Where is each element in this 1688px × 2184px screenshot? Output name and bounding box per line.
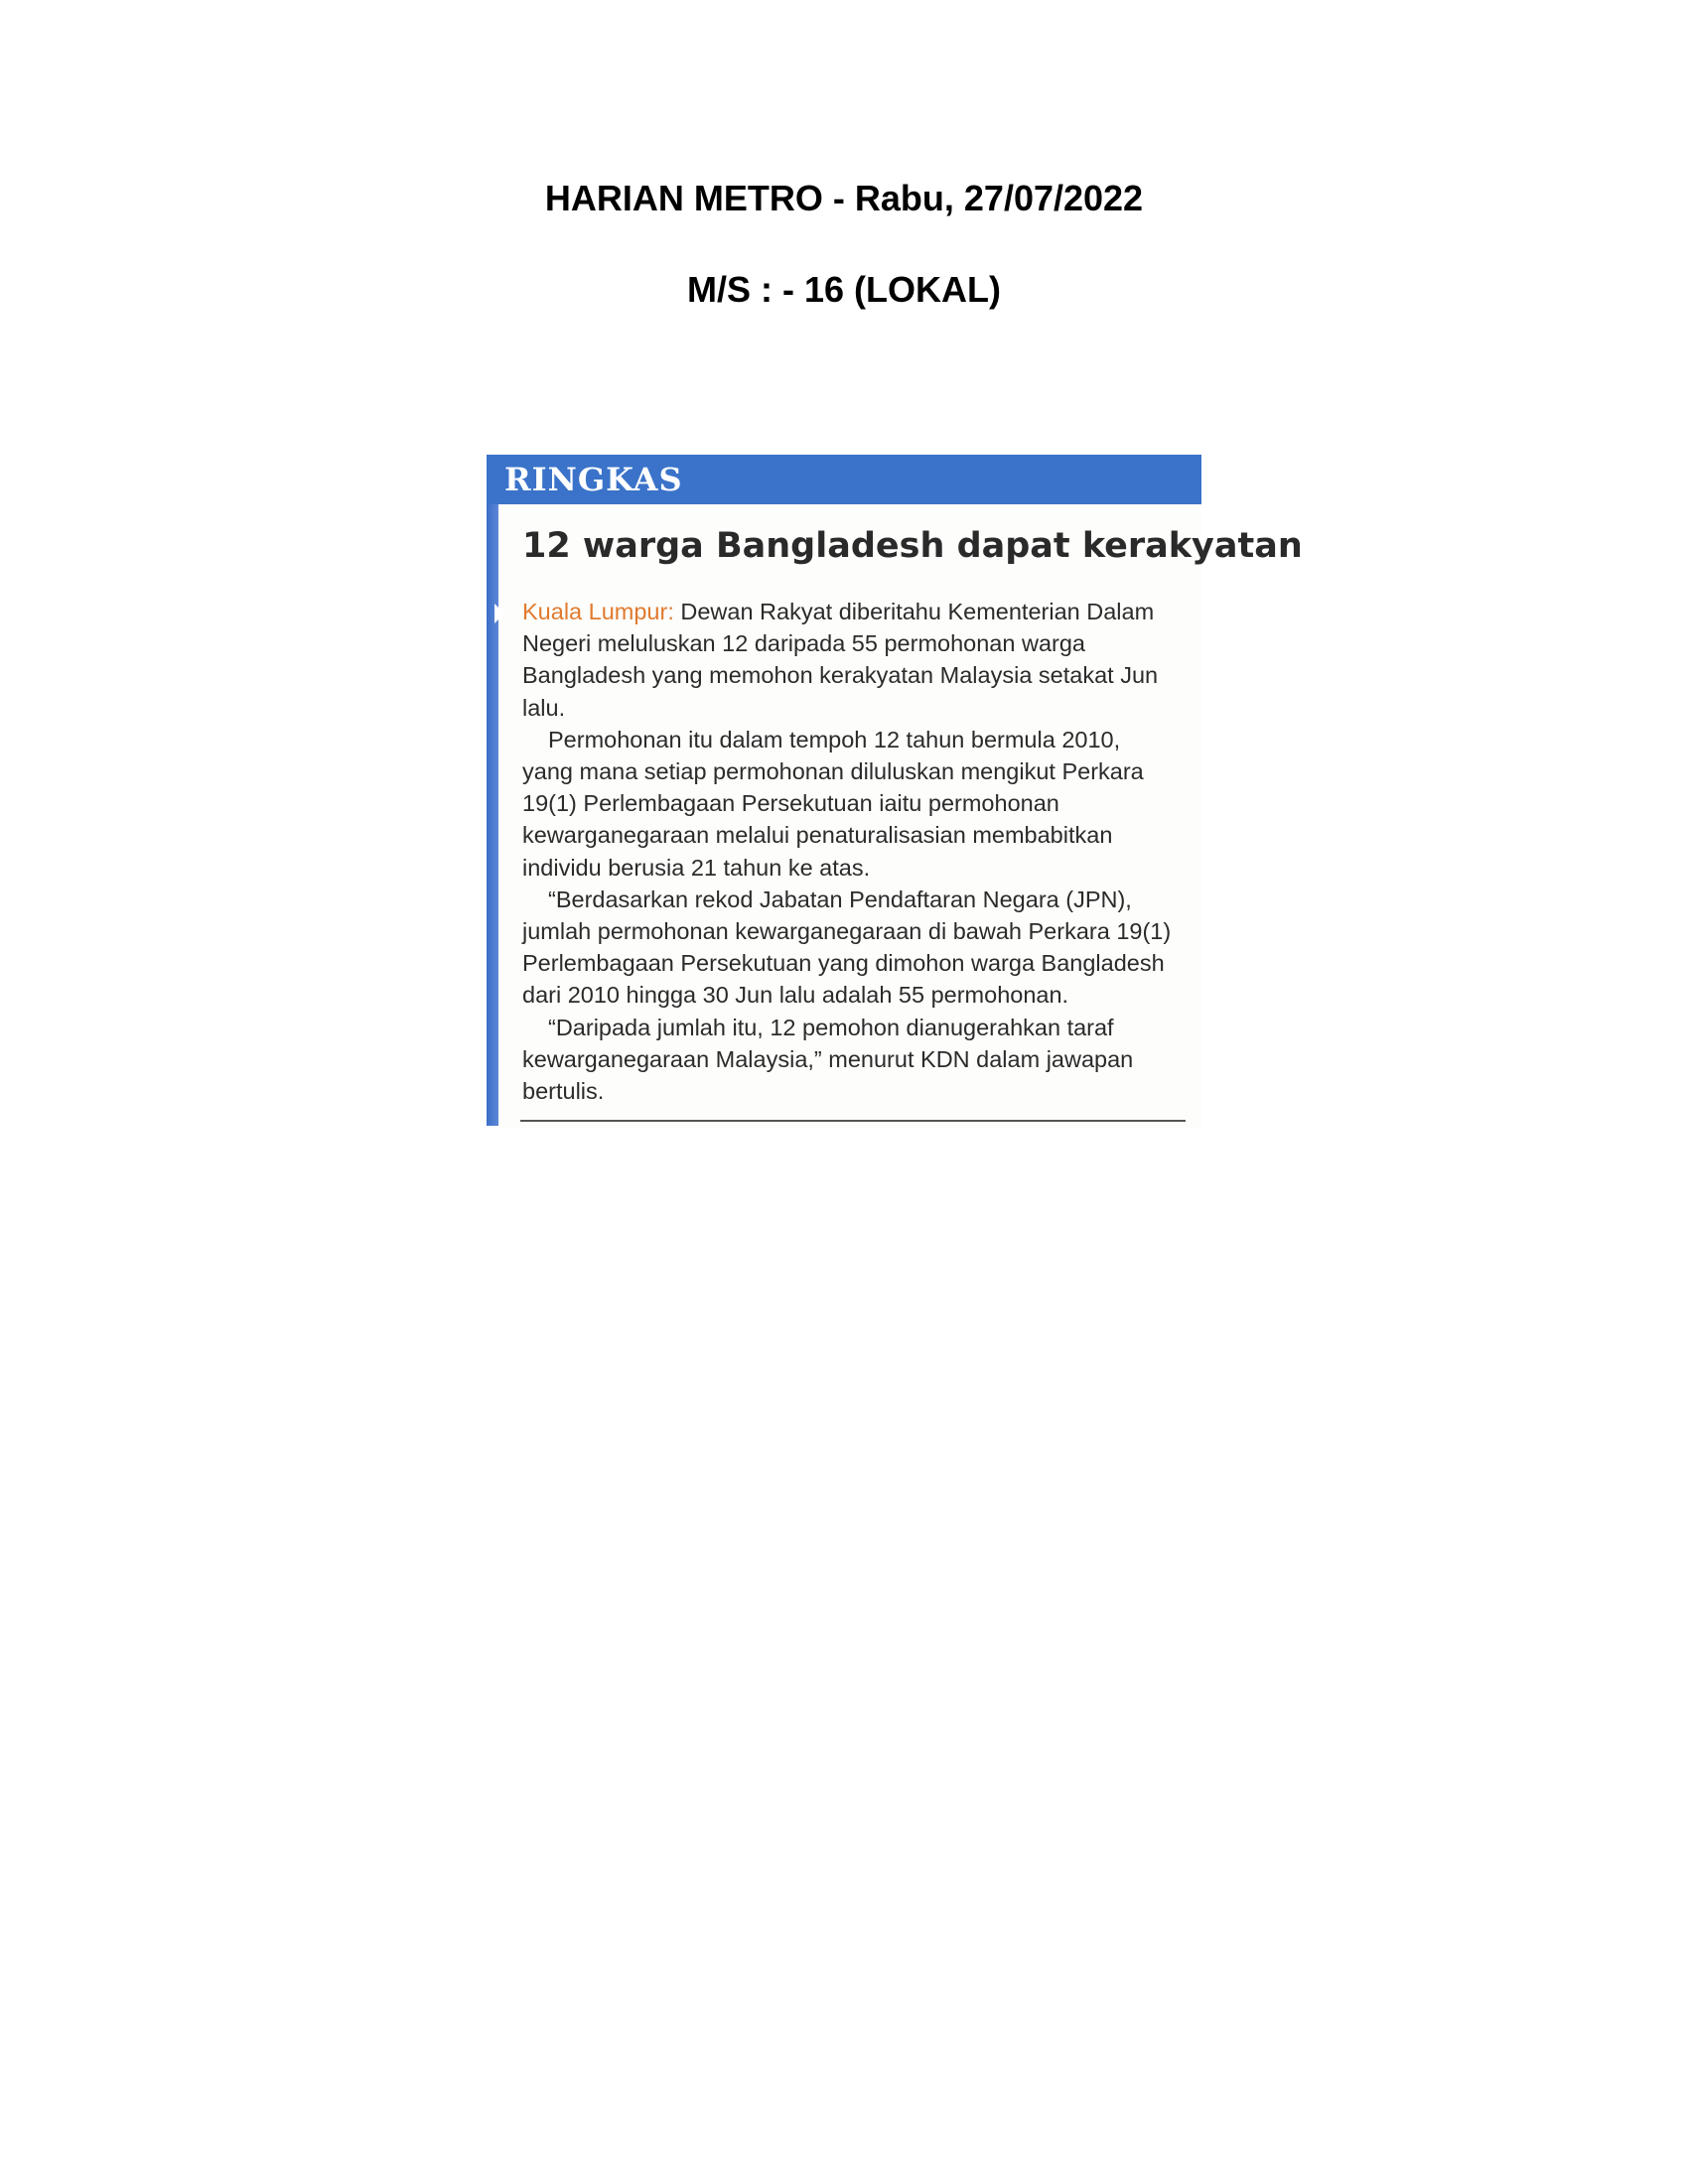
article-line	[522, 596, 1190, 627]
article-line: 19(1) Perlembagaan Persekutuan iaitu permohonan	[522, 790, 1059, 817]
bar-notch	[494, 604, 504, 623]
article-line: individu berusia 21 tahun ke atas.	[522, 854, 871, 881]
article-line: Perlembagaan Persekutuan yang dimohon warga Bangladesh	[522, 950, 1165, 977]
section-banner	[487, 455, 1201, 504]
article-line: bertulis.	[522, 1078, 605, 1105]
document-source-line: HARIAN METRO - Rabu, 27/07/2022	[544, 178, 1144, 218]
section-title: RINGKAS	[504, 461, 683, 498]
page-section-line: M/S : - 16 (LOKAL)	[687, 269, 1001, 310]
article-line: “Berdasarkan rekod Jabatan Pendaftaran Negara (JPN),	[548, 886, 1132, 912]
article-body	[522, 596, 1190, 1107]
news-clipping	[487, 455, 1303, 1128]
article-line: lalu.	[522, 694, 566, 721]
article-line: kewarganegaraan melalui penaturalisasian membabitkan	[522, 822, 1113, 849]
article-line: Negeri meluluskan 12 daripada 55 permohonan warga	[522, 630, 1085, 657]
article-dateline: Kuala Lumpur:	[522, 599, 674, 624]
article-headline: 12 warga Bangladesh dapat kerakyatan	[522, 526, 1303, 566]
article-line: jumlah permohonan kewarganegaraan di bawah Perkara 19(1)	[522, 918, 1172, 945]
article-line: Permohonan itu dalam tempoh 12 tahun bermula 2010,	[548, 726, 1121, 752]
article-line: yang mana setiap permohonan diluluskan mengikut Perkara	[522, 758, 1144, 785]
article-line: “Daripada jumlah itu, 12 pemohon dianugerahkan taraf	[548, 1014, 1114, 1040]
clipping-side-bar	[487, 504, 498, 1126]
article-line: dari 2010 hingga 30 Jun lalu adalah 55 permohonan.	[522, 982, 1069, 1009]
article-line: Bangladesh yang memohon kerakyatan Malaysia setakat Jun	[522, 662, 1159, 689]
article-line-text: Dewan Rakyat diberitahu Kementerian Dalam	[673, 599, 1155, 624]
bottom-rule	[520, 1120, 1186, 1122]
article-line: kewarganegaraan Malaysia,” menurut KDN dalam jawapan	[522, 1045, 1134, 1072]
